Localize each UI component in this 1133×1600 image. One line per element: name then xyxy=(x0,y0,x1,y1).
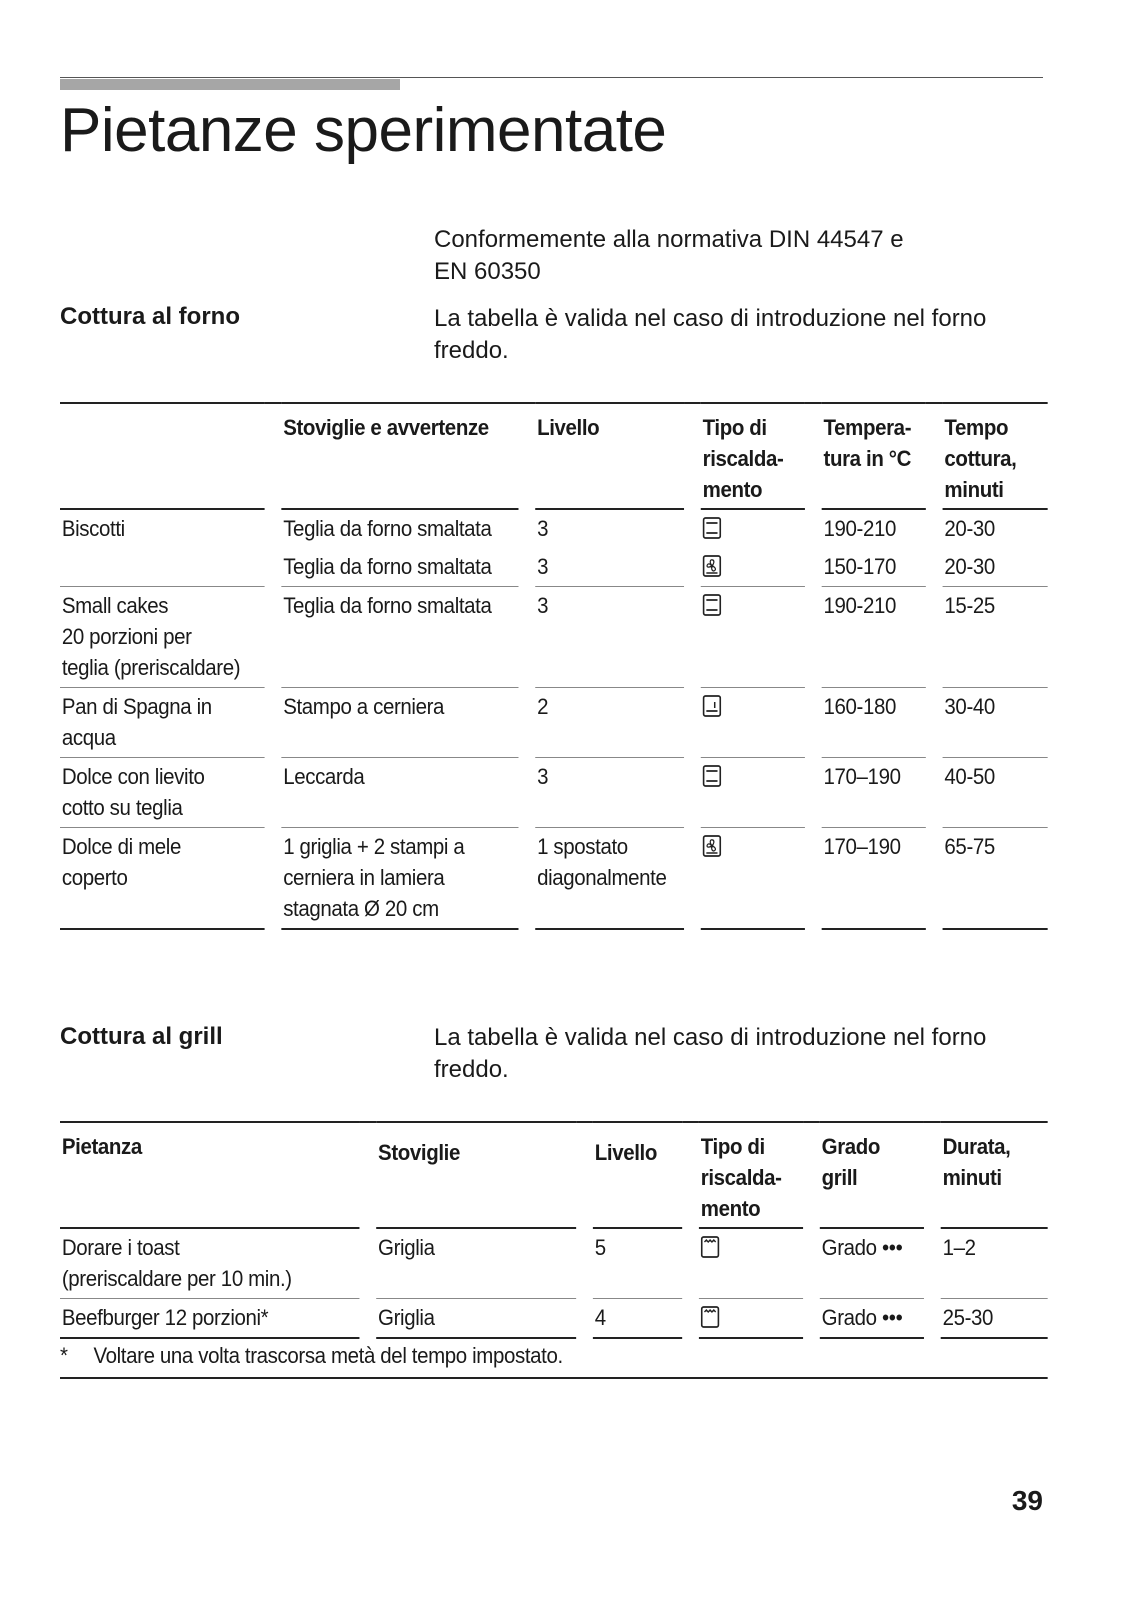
cell-temp: 150-170 xyxy=(823,554,897,579)
col-header-dishware: Stoviglie xyxy=(376,1122,576,1228)
cell-level: 5 xyxy=(594,1235,606,1260)
section-label-grill: Cottura al grill xyxy=(60,1023,223,1050)
top-bottom-heat-icon xyxy=(703,594,722,616)
col-header-dish: Pietanza xyxy=(60,1122,359,1228)
bottom-heat-icon xyxy=(703,695,722,717)
col-header-temp: Tempera- tura in °C xyxy=(822,403,926,509)
col-header-heat: Tipo di riscalda- mento xyxy=(699,1122,803,1228)
header-accent-bar xyxy=(60,79,400,90)
grill-table-wrap xyxy=(60,1121,1048,1339)
baking-table xyxy=(60,402,1048,930)
table-header-row xyxy=(60,1122,1048,1228)
cell-dish: Beefburger 12 porzioni* xyxy=(60,1299,359,1339)
cell-time: 20-30 xyxy=(944,516,995,541)
table-row xyxy=(60,828,1048,930)
top-bottom-heat-icon xyxy=(703,517,722,539)
cell-time: 65-75 xyxy=(943,828,1048,930)
cell-heat xyxy=(701,758,805,828)
cell-time: 15-25 xyxy=(943,587,1048,688)
header-rule xyxy=(60,77,1043,78)
cell-heat xyxy=(701,587,805,688)
cell-temp: 170–190 xyxy=(822,828,926,930)
col-header-level: Livello xyxy=(535,403,684,509)
col-header-heat: Tipo di riscalda- mento xyxy=(701,403,805,509)
top-bottom-heat-icon xyxy=(703,765,722,787)
cell-dishware: Teglia da forno smaltata xyxy=(283,554,492,579)
cell-level: 1 spostato diagonalmente xyxy=(535,828,684,930)
baking-table-wrap xyxy=(60,402,1048,930)
cell-time: 1–2 xyxy=(942,1235,976,1260)
cell-heat xyxy=(701,548,805,587)
footnote-text: Voltare una volta trascorsa metà del tempo impostato. xyxy=(93,1343,563,1368)
cell-dishware: Griglia xyxy=(376,1299,576,1339)
table-row xyxy=(60,548,1048,587)
cell-dishware: Teglia da forno smaltata xyxy=(283,516,492,541)
cell-level: 2 xyxy=(535,688,684,758)
cell-grade: Grado ••• xyxy=(821,1235,903,1260)
cell-level: 3 xyxy=(537,516,549,541)
cell-dish: Dolce di mele coperto xyxy=(60,828,265,930)
desc-line: freddo. xyxy=(434,337,509,364)
cell-dish: Dolce con lievito cotto su teglia xyxy=(60,758,265,828)
cell-dishware: Leccarda xyxy=(281,758,518,828)
cell-heat xyxy=(699,1228,803,1299)
col-header-dish xyxy=(60,403,265,509)
cell-dish: Biscotti xyxy=(61,516,125,541)
cell-temp: 190-210 xyxy=(822,587,926,688)
hot-air-icon xyxy=(703,555,722,577)
cell-dishware: Stampo a cerniera xyxy=(281,688,518,758)
table-row xyxy=(60,1228,1048,1299)
cell-time: 30-40 xyxy=(943,688,1048,758)
cell-dishware: Teglia da forno smaltata xyxy=(281,587,518,688)
cell-level: 3 xyxy=(537,554,549,579)
section-desc-forno xyxy=(434,303,1034,367)
cell-dish xyxy=(60,548,265,587)
grill-icon xyxy=(701,1306,720,1328)
section-label-forno: Cottura al forno xyxy=(60,303,240,330)
col-header-grade: Grado grill xyxy=(820,1122,924,1228)
table-header-row xyxy=(60,403,1048,509)
desc-line: La tabella è valida nel caso di introduzione nel forno xyxy=(434,1024,987,1051)
table-row xyxy=(60,587,1048,688)
cell-temp: 190-210 xyxy=(823,516,897,541)
col-header-level: Livello xyxy=(593,1122,682,1228)
cell-dish: Dorare i toast (preriscaldare per 10 min.) xyxy=(61,1235,292,1291)
table-row xyxy=(60,1299,1048,1339)
cell-time: 25-30 xyxy=(941,1299,1048,1339)
cell-dishware: Griglia xyxy=(378,1235,435,1260)
intro-text xyxy=(434,224,1034,288)
hot-air-icon xyxy=(703,835,722,857)
grill-icon xyxy=(701,1236,720,1258)
cell-heat xyxy=(701,688,805,758)
cell-dish: Small cakes 20 porzioni per teglia (preriscaldare) xyxy=(60,587,265,688)
grill-table xyxy=(60,1121,1048,1339)
cell-level: 4 xyxy=(593,1299,682,1339)
col-header-time: Durata, minuti xyxy=(941,1122,1048,1228)
section-desc-grill xyxy=(434,1022,1034,1086)
table-row xyxy=(60,688,1048,758)
desc-line: La tabella è valida nel caso di introduzione nel forno xyxy=(434,305,987,332)
col-header-dishware: Stoviglie e avvertenze xyxy=(281,403,518,509)
col-header-time: Tempo cottura, minuti xyxy=(943,403,1048,509)
intro-line: EN 60350 xyxy=(434,258,541,285)
cell-level: 3 xyxy=(535,758,684,828)
cell-dish: Pan di Spagna in acqua xyxy=(60,688,265,758)
table-row xyxy=(60,509,1048,548)
table-row xyxy=(60,758,1048,828)
cell-heat xyxy=(699,1299,803,1339)
cell-heat xyxy=(701,509,805,548)
page-title: Pietanze sperimentate xyxy=(60,96,667,165)
cell-level: 3 xyxy=(535,587,684,688)
cell-temp: 170–190 xyxy=(822,758,926,828)
intro-line: Conformemente alla normativa DIN 44547 e xyxy=(434,226,904,253)
cell-time: 20-30 xyxy=(944,554,995,579)
footnote xyxy=(60,1343,1048,1379)
cell-heat xyxy=(701,828,805,930)
cell-time: 40-50 xyxy=(943,758,1048,828)
cell-temp: 160-180 xyxy=(822,688,926,758)
page-number: 39 xyxy=(1011,1485,1043,1516)
footnote-marker: * xyxy=(60,1343,68,1368)
cell-dishware: 1 griglia + 2 stampi a cerniera in lamiera stagnata Ø 20 cm xyxy=(281,828,518,930)
desc-line: freddo. xyxy=(434,1056,509,1083)
cell-grade: Grado ••• xyxy=(820,1299,924,1339)
